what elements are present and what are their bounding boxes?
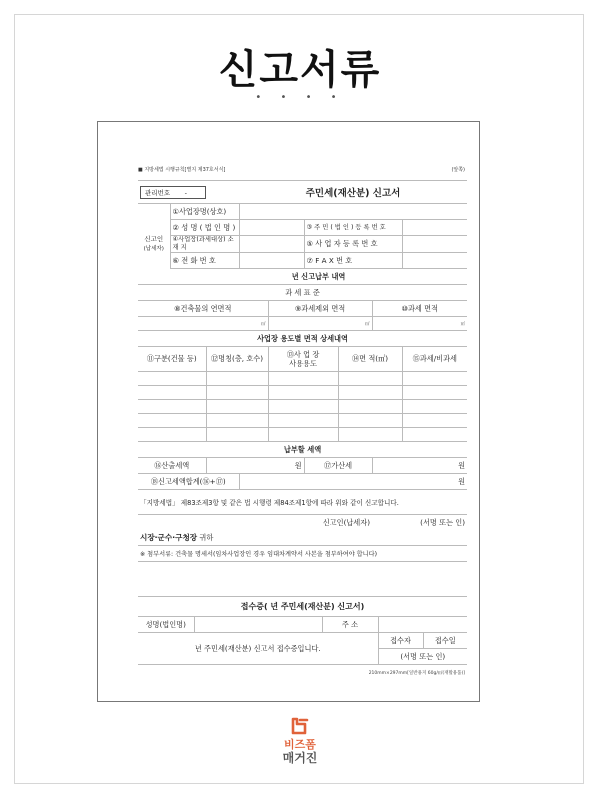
- section-report-history: 년 신고납부 내역: [170, 269, 467, 285]
- field-name-value[interactable]: [239, 220, 304, 236]
- col-area: ⑭면 적(㎡): [338, 347, 402, 372]
- field-fax-value[interactable]: [402, 253, 467, 269]
- addressee: 시장·군수·구청장 귀하: [138, 530, 268, 546]
- field-registration-number-value[interactable]: [402, 220, 467, 236]
- receipt-sign[interactable]: (서명 또는 인): [378, 649, 467, 665]
- field-business-name: ①사업장명(상호): [170, 204, 239, 220]
- field-phone-value[interactable]: [239, 253, 304, 269]
- management-number-value: -: [184, 188, 187, 197]
- form-header-line: [138, 166, 465, 176]
- field-address-value[interactable]: [239, 236, 304, 253]
- receipt-title: 접수증( 년 주민세(재산분) 신고서): [138, 597, 467, 617]
- paper-spec-note: 210mm×297mm[일반용지 60g/㎡(재활용품)]: [368, 671, 465, 676]
- table-row[interactable]: [138, 400, 467, 414]
- page-title: 신고서류: [218, 46, 382, 93]
- field-name: ② 성 명 ( 법 인 명 ): [170, 220, 239, 236]
- form-title: 주민세(재산분) 신고서: [239, 181, 467, 204]
- field-penalty-tax: ⑰가산세: [304, 458, 372, 474]
- field-total-tax: ⑱신고세액합계(⑯+⑰): [138, 474, 239, 490]
- form-document: [97, 121, 480, 702]
- floor-area-value[interactable]: ㎡: [138, 317, 268, 331]
- field-fax: ⑦ F A X 번 호: [304, 253, 402, 269]
- decorative-dots: • • • •: [255, 92, 345, 103]
- taxable-area-value[interactable]: ㎡: [372, 317, 467, 331]
- field-phone: ⑥ 전 화 번 호: [170, 253, 239, 269]
- col-excluded-area: ⑨과세제외 면적: [268, 301, 372, 317]
- declarant-label: 신고인(납세자): [268, 515, 372, 531]
- declaration-text: 「지방세법」 제83조제3항 및 같은 법 시행령 제84조제1항에 따라 위와 같이 신고합니다.: [138, 490, 467, 515]
- penalty-tax-value[interactable]: 원: [372, 458, 467, 474]
- field-business-reg-number: ⑤ 사 업 자 등 록 번 호: [304, 236, 402, 253]
- field-registration-number: ③ 주 민 ( 법 인 ) 등 록 번 호: [304, 220, 402, 236]
- col-floor-area: ⑧건축물의 연면적: [138, 301, 268, 317]
- section-payable-tax: 납부할 세액: [138, 442, 467, 458]
- table-row[interactable]: [138, 372, 467, 386]
- table-row[interactable]: [138, 428, 467, 442]
- col-taxable: ⑮과세/비과세: [402, 347, 467, 372]
- col-name-floor: ⑫명칭(층, 호수): [206, 347, 268, 372]
- table-row[interactable]: [138, 386, 467, 400]
- col-taxable-area: ⑩과세 면적: [372, 301, 467, 317]
- attachment-note: ※ 첨부서류: 건축물 명세서(임차사업장인 경우 임대차계약서 사본을 첨부하여야 합니다): [138, 546, 467, 562]
- col-classification: ⑪구분(건물 등): [138, 347, 206, 372]
- excluded-area-value[interactable]: ㎡: [268, 317, 372, 331]
- taxpayer-group-label: 신고인 (납세자): [138, 204, 170, 285]
- field-calculated-tax: ⑯산출세액: [138, 458, 206, 474]
- form-page-side: (앞쪽): [451, 167, 465, 173]
- declarant-sign[interactable]: (서명 또는 인): [372, 515, 467, 531]
- bizforms-magazine-logo[interactable]: [274, 717, 326, 765]
- field-business-name-value[interactable]: [239, 204, 467, 220]
- receipt-table: [138, 596, 467, 665]
- section-usage-detail: 사업장 용도별 면적 상세내역: [138, 331, 467, 347]
- total-tax-value[interactable]: 원: [239, 474, 467, 490]
- receipt-address-label: 주 소: [322, 617, 378, 633]
- logo-text-line1: 비즈폼: [284, 738, 316, 751]
- management-number: [140, 186, 206, 199]
- receipt-address-value[interactable]: [378, 617, 467, 633]
- receipt-name-label: 성명(법인명): [138, 617, 194, 633]
- field-address: ④사업장(과세대상) 소 재 지: [170, 236, 239, 253]
- col-usage: ⑬사 업 장 사용용도: [268, 347, 338, 372]
- field-business-reg-number-value[interactable]: [402, 236, 467, 253]
- receipt-name-value[interactable]: [194, 617, 322, 633]
- logo-text-line2: 매거진: [282, 751, 318, 765]
- logo-icon: [290, 717, 310, 735]
- table-row[interactable]: [138, 414, 467, 428]
- receipt-message: 년 주민세(재산분) 신고서 접수증입니다.: [138, 633, 378, 665]
- receipt-date-label: 접수일: [423, 633, 467, 649]
- form-regulation-label: ■ 지방세법 시행규칙[별지 제37호서식]: [138, 167, 226, 173]
- management-number-label: 관리번호: [145, 188, 171, 197]
- report-form-table: [138, 180, 467, 562]
- calculated-tax-value[interactable]: 원: [206, 458, 304, 474]
- section-tax-standard: 과 세 표 준: [138, 285, 467, 301]
- receipt-receiver-label: 접수자: [378, 633, 423, 649]
